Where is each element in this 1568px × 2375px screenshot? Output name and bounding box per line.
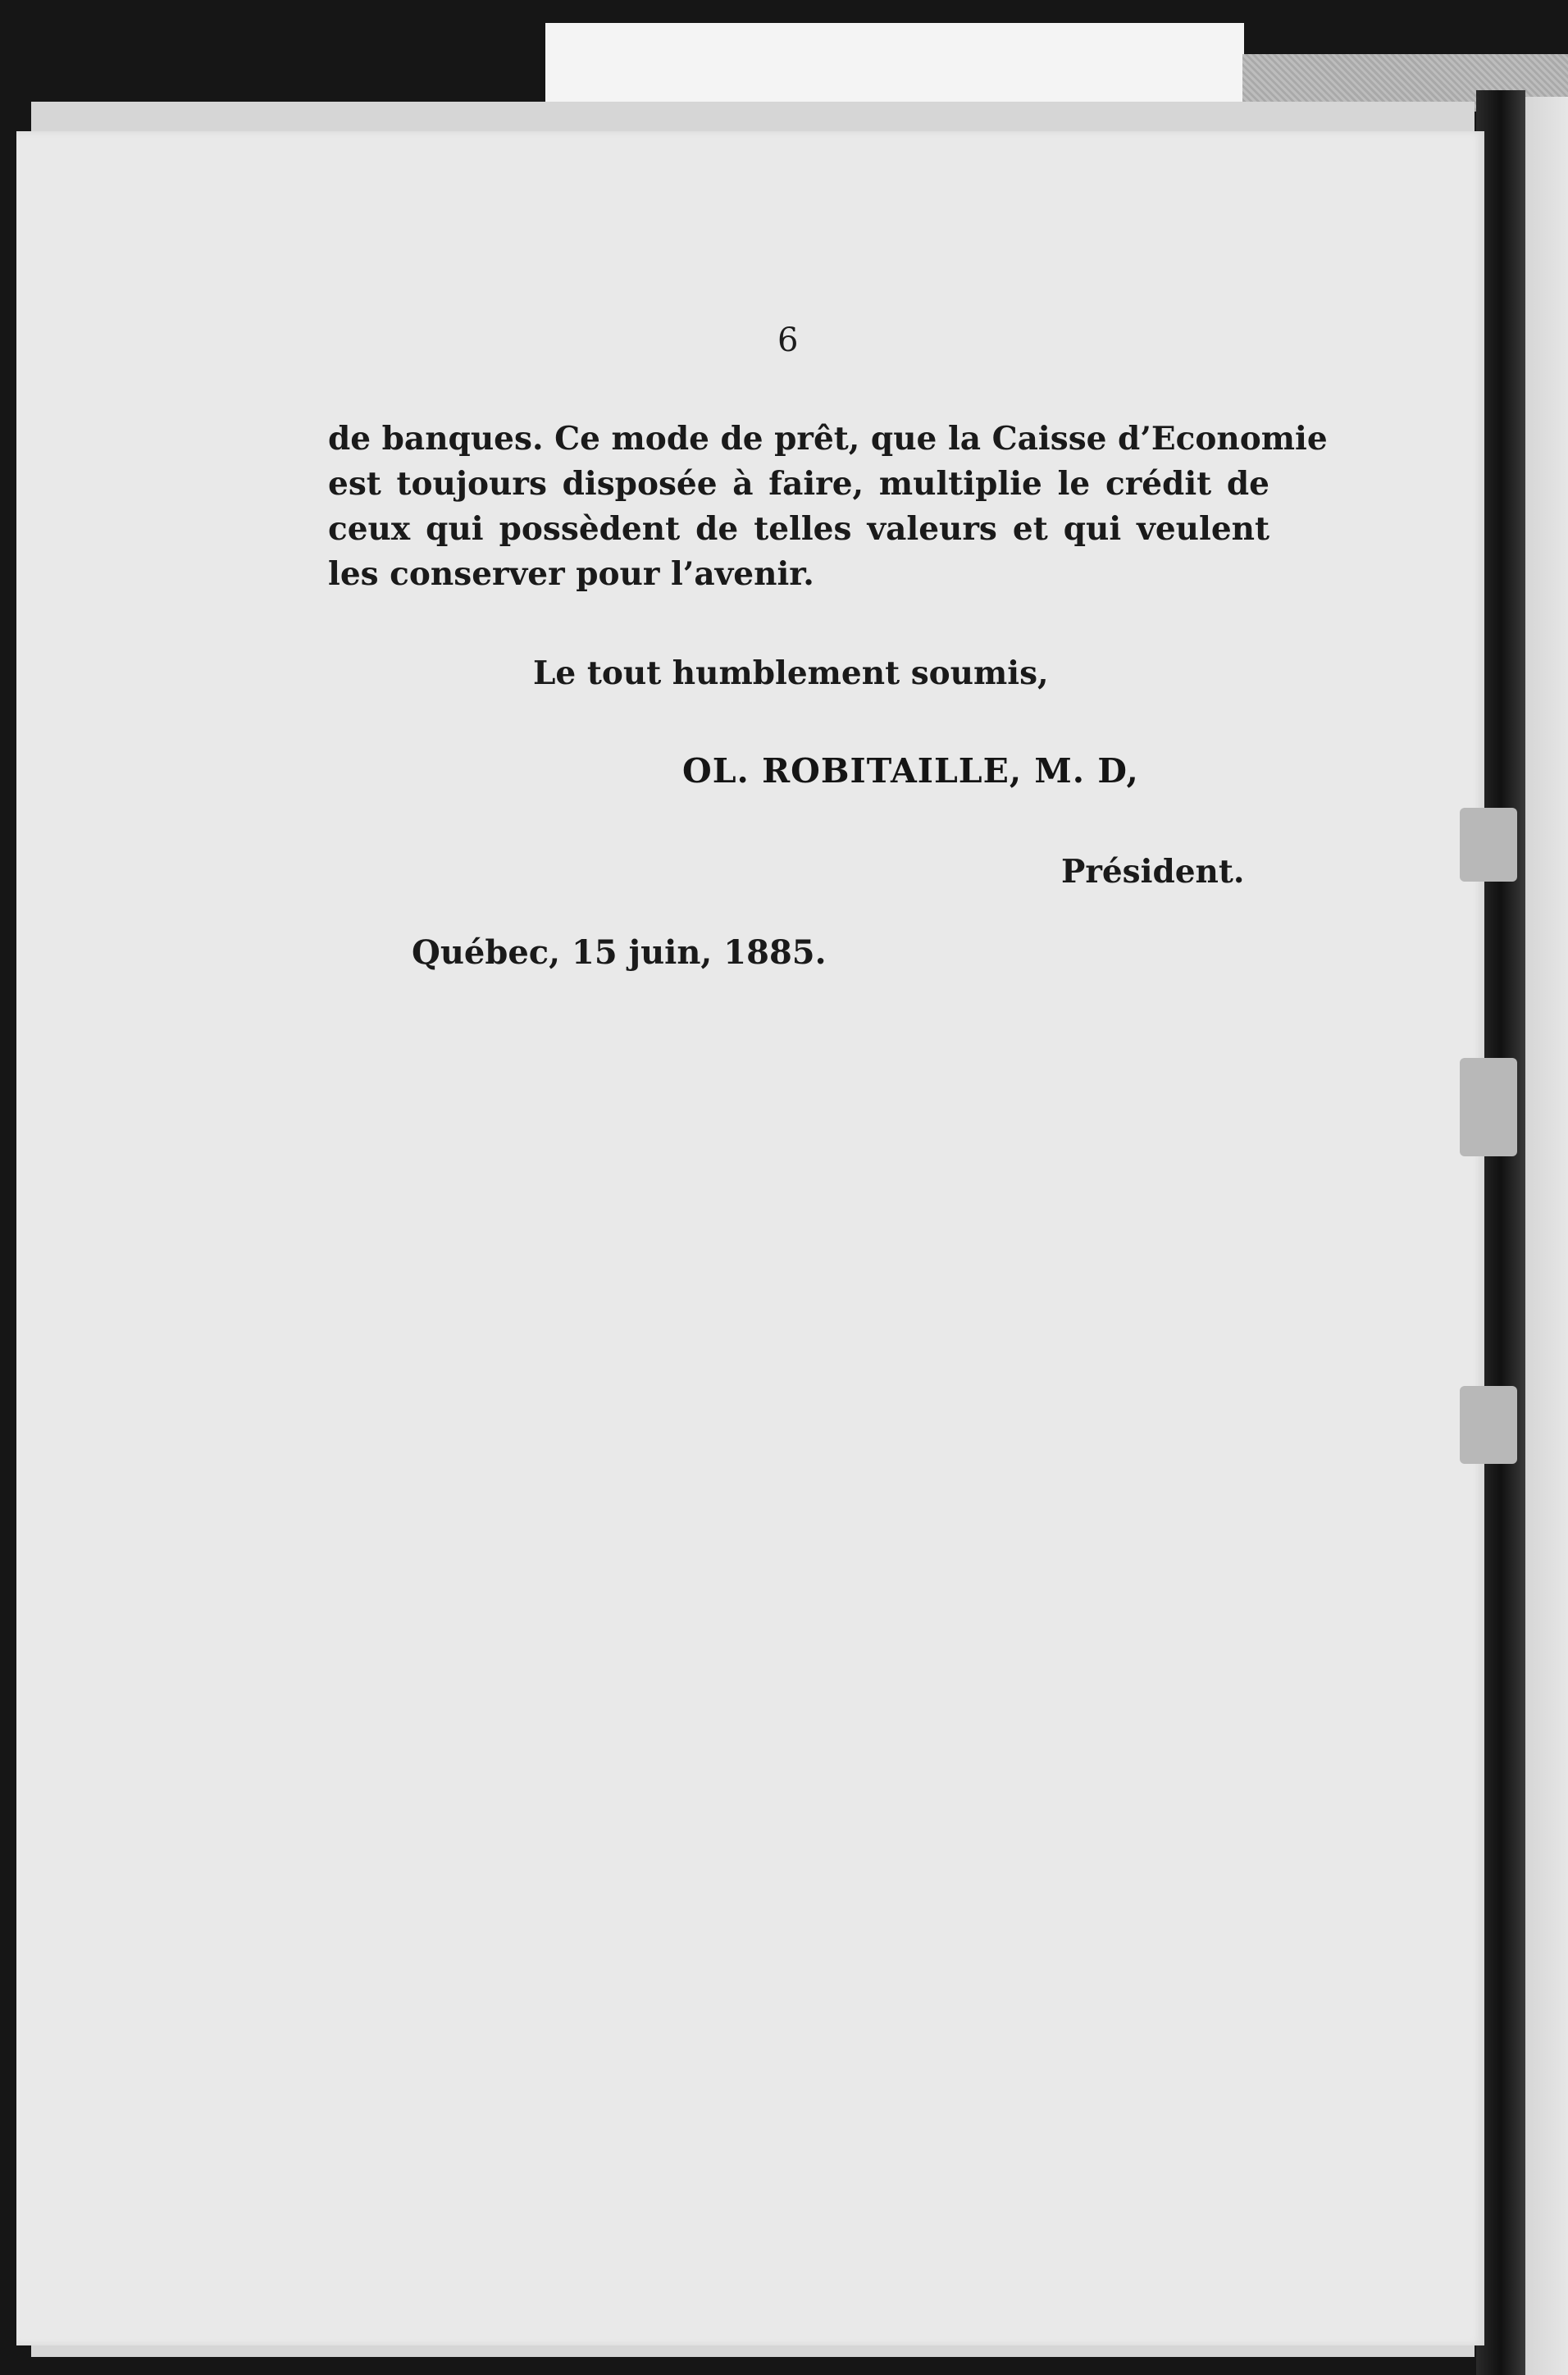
paragraph-line: ceux qui possèdent de telles valeurs et qui veulent: [328, 510, 1269, 548]
paragraph-line: est toujours disposée à faire, multiplie le crédit de: [328, 465, 1269, 503]
signature-name: OL. ROBITAILLE, M. D,: [682, 751, 1139, 791]
page-number: 6: [777, 321, 799, 359]
paragraph-line: de banques. Ce mode de prêt, que la Caisse d’Economie: [328, 420, 1328, 458]
paragraph-line: les conserver pour l’avenir.: [328, 555, 814, 593]
paper-slip: [545, 23, 1244, 113]
binding-tape: [1460, 1386, 1517, 1464]
signatory-title: Président.: [1061, 853, 1245, 891]
place-and-date: Québec, 15 juin, 1885.: [412, 933, 827, 972]
binding-tape: [1460, 808, 1517, 882]
binding-tape: [1460, 1058, 1517, 1156]
body-paragraph: [328, 417, 1328, 597]
closing-line: Le tout humblement soumis,: [533, 654, 1049, 692]
